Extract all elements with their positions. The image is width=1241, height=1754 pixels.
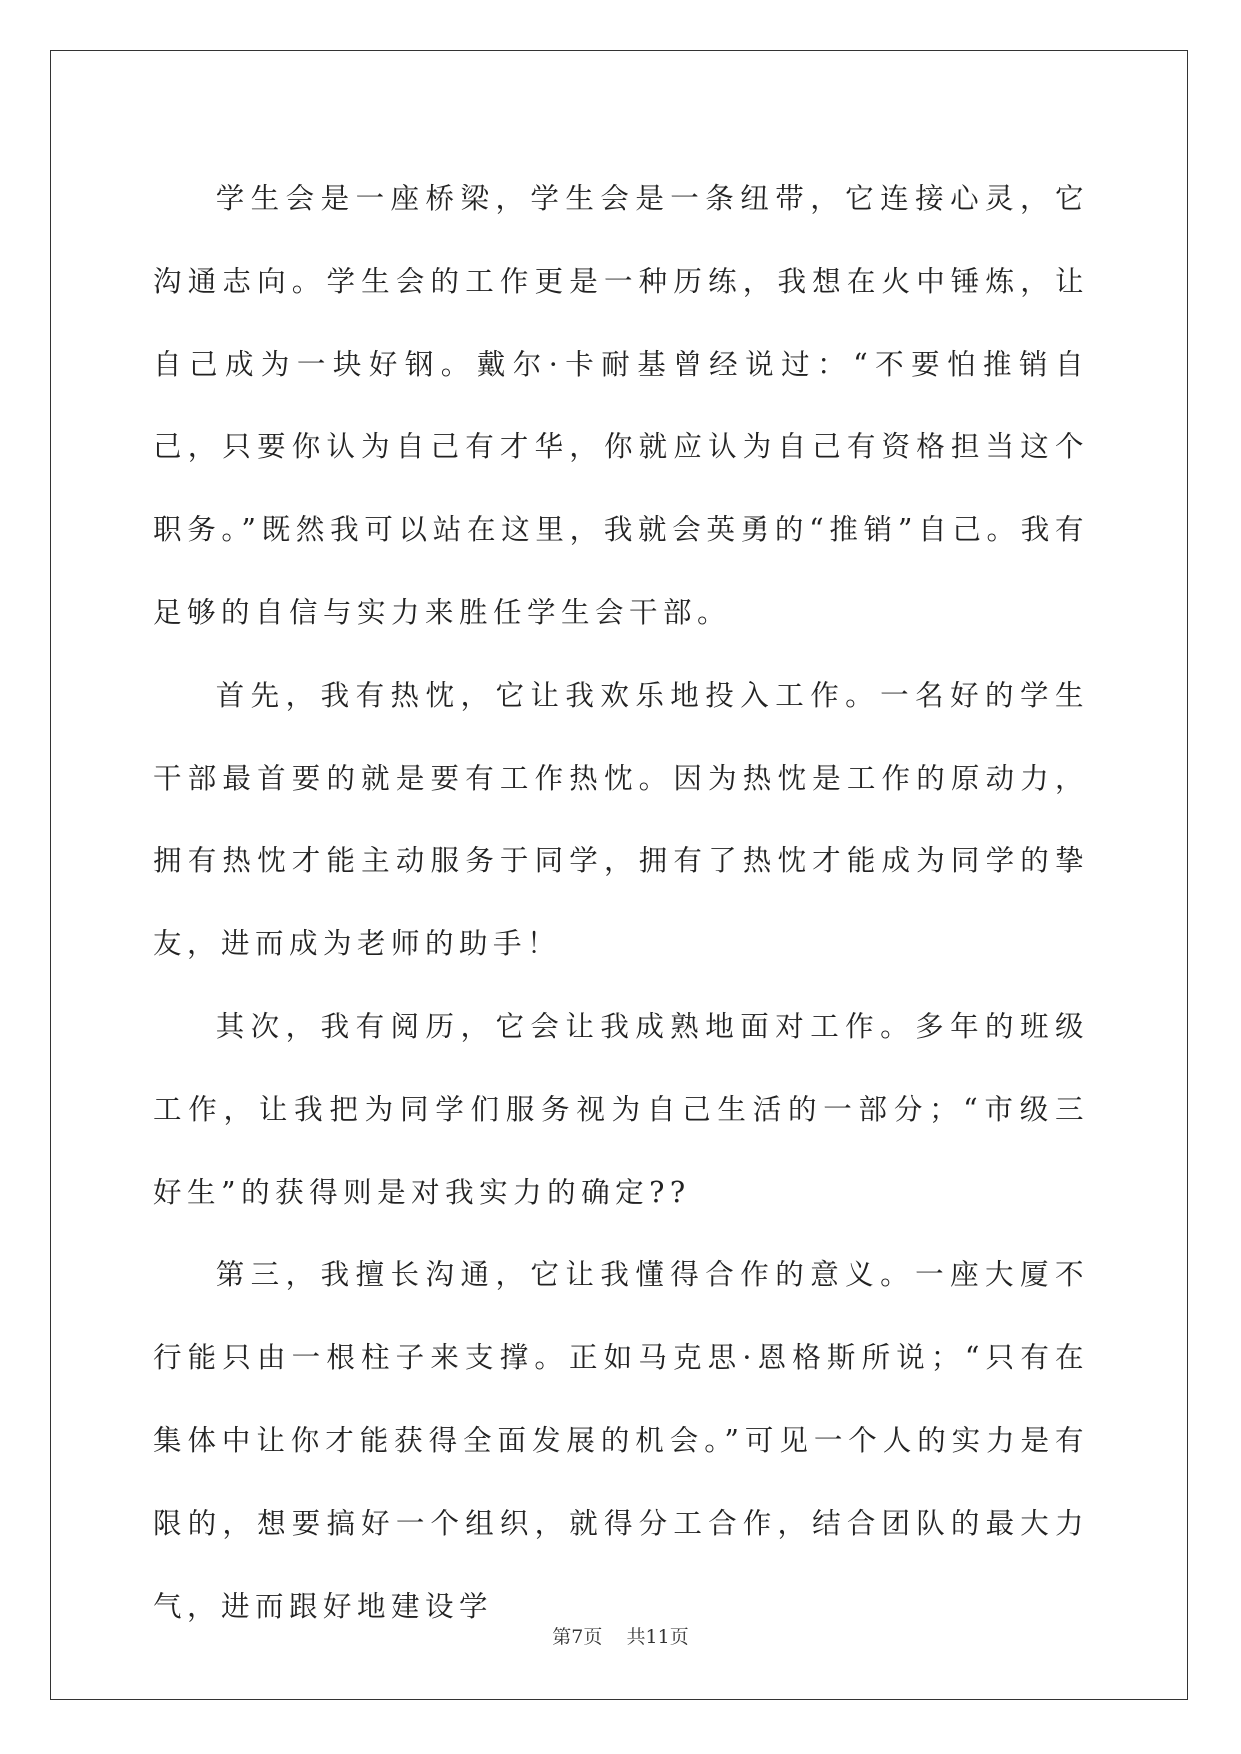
document-body <box>153 158 1089 1648</box>
paragraph-3: 其次，我有阅历，它会让我成熟地面对工作。多年的班级工作，让我把为同学们服务视为自己生活的一部分；“市级三好生”的获得则是对我实力的确定?? <box>153 1009 1089 1209</box>
page-number: 第7页 <box>552 1626 603 1648</box>
paragraph-2: 首先，我有热忱，它让我欢乐地投入工作。一名好的学生干部最首要的就是要有工作热忱。因为热忱是工作的原动力，拥有热忱才能主动服务于同学，拥有了热忱才能成为同学的挚友，进而成为老师的助手！ <box>153 678 1089 961</box>
page-footer <box>0 1622 1241 1649</box>
footer-gap <box>602 1626 626 1648</box>
page-total: 共11页 <box>626 1626 689 1648</box>
paragraph-1: 学生会是一座桥梁，学生会是一条纽带，它连接心灵，它沟通志向。学生会的工作更是一种历练，我想在火中锤炼，让自己成为一块好钢。戴尔·卡耐基曾经说过：“不要怕推销自己，只要你认为自己有才华，你就应认为自己有资格担当这个职务。”既然我可以站在这里，我就会英勇的“推销”自己。我有足够的自信与实力来胜任学生会干部。 <box>153 182 1089 629</box>
paragraph-4: 第三，我擅长沟通，它让我懂得合作的意义。一座大厦不行能只由一根柱子来支撑。正如马克思·恩格斯所说；“只有在集体中让你才能获得全面发展的机会。”可见一个人的实力是有限的，想要搞好一个组织，就得分工合作，结合团队的最大力气，进而跟好地建设学 <box>153 1258 1089 1623</box>
